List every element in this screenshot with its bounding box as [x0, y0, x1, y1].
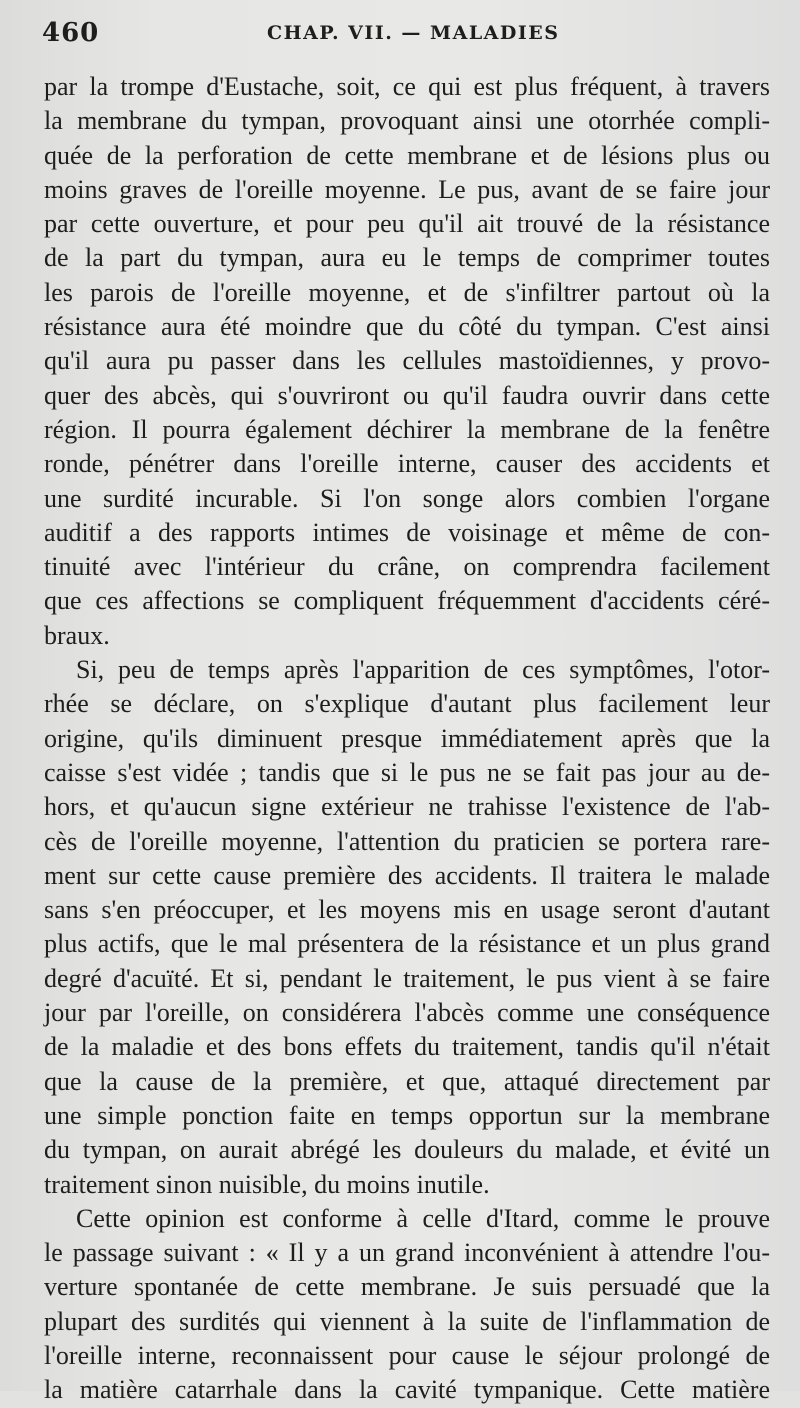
text-line: la membrane du tympan, provoquant ainsi une otorrhée compli- — [44, 106, 770, 136]
text-line: du tympan, on aurait abrégé les douleurs du malade, et évité un — [44, 1135, 770, 1165]
text-line: la matière catarrhale dans la cavité tympanique. Cette matière — [44, 1375, 770, 1405]
text-line: auditif a des rapports intimes de voisinage et même de con- — [44, 517, 770, 547]
page-header — [42, 18, 772, 52]
text-line: l'oreille interne, reconnaissent pour cause le séjour prolongé de — [44, 1340, 770, 1370]
text-line: que la cause de la première, et que, attaqué directement par — [44, 1066, 770, 1096]
text-line: une simple ponction faite en temps opportun sur la membrane — [44, 1100, 770, 1130]
text-line: qu'il aura pu passer dans les cellules mastoïdiennes, y provo- — [44, 346, 770, 376]
text-line: Si, peu de temps après l'apparition de ces symptômes, l'otor- — [76, 655, 770, 685]
text-line: résistance aura été moindre que du côté du tympan. C'est ainsi — [44, 312, 770, 342]
text-line: traitement sinon nuisible, du moins inutile. — [44, 1169, 490, 1199]
text-line: degré d'acuïté. Et si, pendant le traitement, le pus vient à se faire — [44, 963, 770, 993]
text-line: ment sur cette cause première des accidents. Il traitera le malade — [44, 860, 770, 890]
paragraph — [44, 70, 770, 653]
text-line: de la maladie et des bons effets du traitement, tandis qu'il n'était — [44, 1032, 770, 1062]
text-line: tinuité avec l'intérieur du crâne, on comprendra facilement — [44, 552, 770, 582]
running-head: CHAP. VII. — MALADIES — [267, 22, 560, 44]
text-line: plupart des surdités qui viennent à la suite de l'inflammation de — [44, 1306, 770, 1336]
page-number: 460 — [42, 18, 100, 48]
text-line: le passage suivant : « Il y a un grand inconvénient à attendre l'ou- — [44, 1238, 770, 1268]
text-line: origine, qu'ils diminuent presque immédiatement après que la — [44, 723, 770, 753]
text-line: jour par l'oreille, on considérera l'abcès comme une conséquence — [44, 998, 770, 1028]
text-line: caisse s'est vidée ; tandis que si le pus ne se fait pas jour au de- — [44, 757, 770, 787]
text-line: plus actifs, que le mal présentera de la résistance et un plus grand — [44, 929, 770, 959]
text-line: les parois de l'oreille moyenne, et de s'infiltrer partout où la — [44, 277, 770, 307]
text-line: une surdité incurable. Si l'on songe alors combien l'organe — [44, 483, 770, 513]
paragraph — [44, 1202, 770, 1408]
text-line: cès de l'oreille moyenne, l'attention du praticien se portera rare- — [44, 826, 770, 856]
text-line: rhée se déclare, on s'explique d'autant plus facilement leur — [44, 689, 770, 719]
paragraph — [44, 653, 770, 1202]
text-line: verture spontanée de cette membrane. Je suis persuadé que la — [44, 1272, 770, 1302]
text-line: quer des abcès, qui s'ouvriront ou qu'il faudra ouvrir dans cette — [44, 380, 770, 410]
text-line: sans s'en préoccuper, et les moyens mis en usage seront d'autant — [44, 895, 770, 925]
text-line: braux. — [44, 620, 110, 650]
text-line: Cette opinion est conforme à celle d'Itard, comme le prouve — [76, 1203, 770, 1233]
text-line: hors, et qu'aucun signe extérieur ne trahisse l'existence de l'ab- — [44, 792, 770, 822]
text-line: de la part du tympan, aura eu le temps de comprimer toutes — [44, 243, 770, 273]
text-line: région. Il pourra également déchirer la membrane de la fenêtre — [44, 414, 770, 444]
text-line: par cette ouverture, et pour peu qu'il ait trouvé de la résistance — [44, 209, 770, 239]
text-line: quée de la perforation de cette membrane et de lésions plus ou — [44, 140, 770, 170]
text-line: ronde, pénétrer dans l'oreille interne, causer des accidents et — [44, 449, 770, 479]
text-line: par la trompe d'Eustache, soit, ce qui est plus fréquent, à travers — [44, 72, 770, 101]
text-line: moins graves de l'oreille moyenne. Le pus, avant de se faire jour — [44, 174, 770, 204]
body-text — [44, 70, 770, 1408]
text-line: que ces affections se compliquent fréquemment d'accidents céré- — [44, 586, 770, 616]
